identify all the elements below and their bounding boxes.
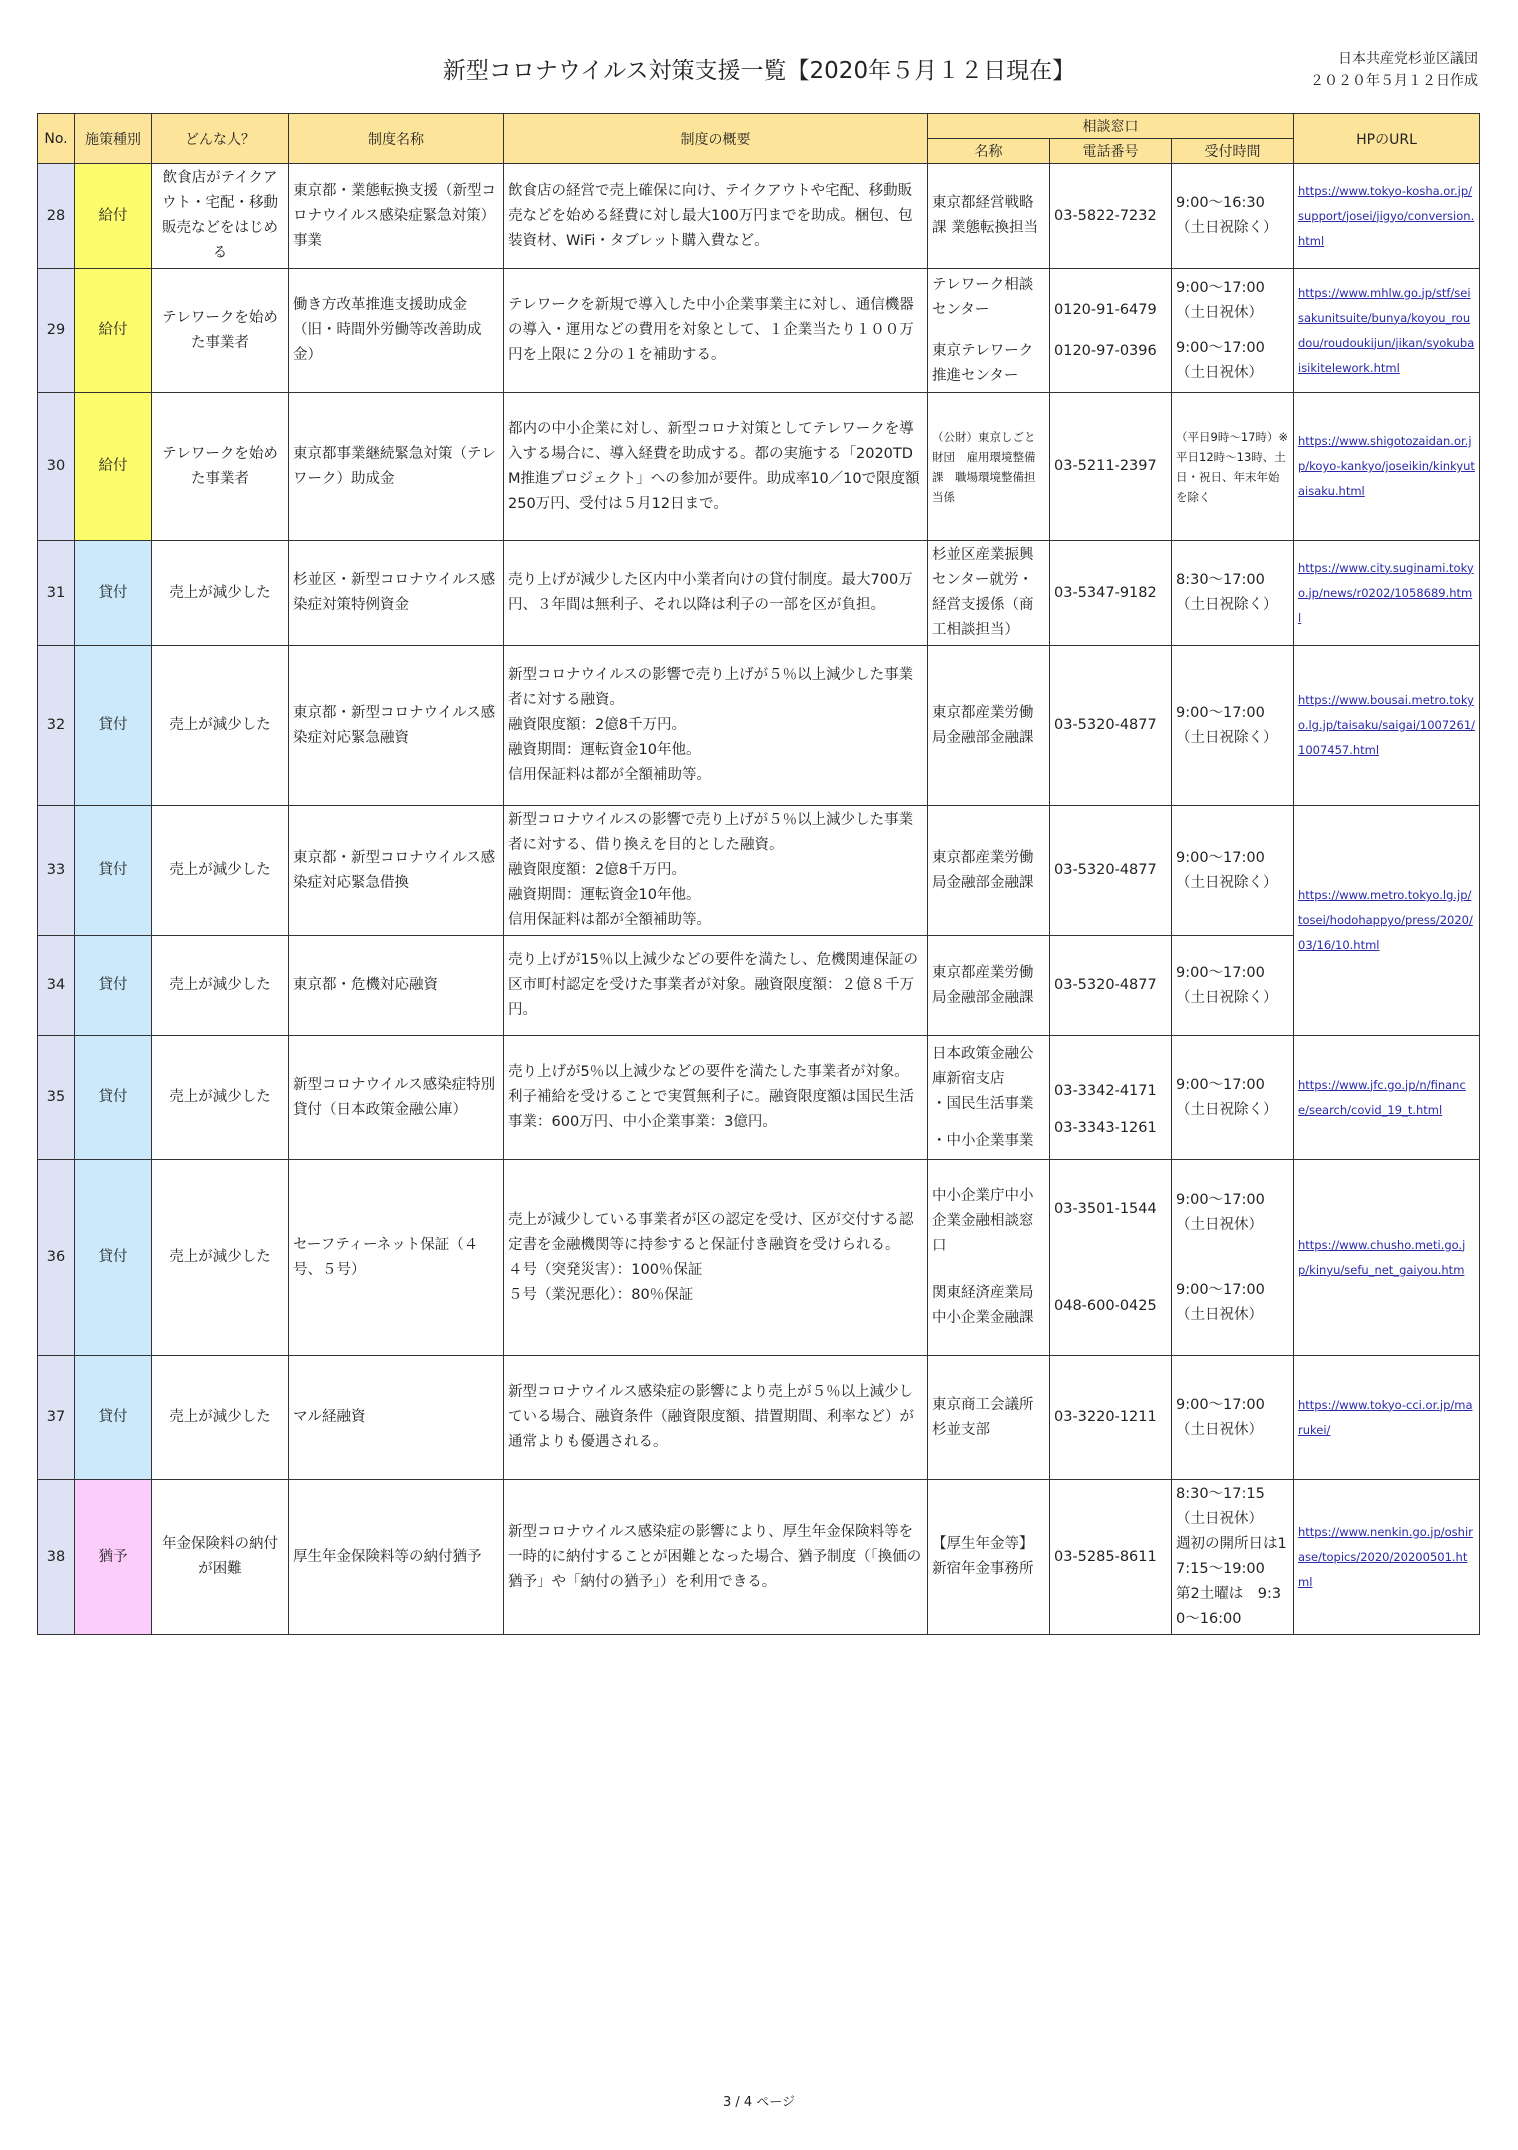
homepage-link[interactable]: https://www.tokyo-kosha.or.jp/support/josei/jigyo/conversion.html bbox=[1298, 183, 1475, 248]
page-number: 3 / 4 ページ bbox=[722, 2095, 796, 2110]
creation-date: ２０２０年５月１２日作成 bbox=[1310, 73, 1478, 89]
program-name: 厚生年金保険料等の納付猶予 bbox=[289, 1480, 504, 1635]
phone-number: 03-5347-9182 bbox=[1050, 541, 1172, 646]
summary-line: 融資限度額：2億8千万円。 bbox=[508, 862, 686, 878]
phone-number: 03-5320-4877 bbox=[1050, 936, 1172, 1036]
phone-number: 03-5320-4877 bbox=[1050, 806, 1172, 936]
contact-name: 東京都産業労働局金融部金融課 bbox=[928, 936, 1050, 1036]
phone-line: 03-3343-1261 bbox=[1054, 1120, 1157, 1136]
summary-line: 新型コロナウイルスの影響で売り上げが５％以上減少した事業者に対する融資。 bbox=[508, 667, 914, 708]
program-name: マル経融資 bbox=[289, 1356, 504, 1480]
hours-line: 第2土曜は 9:30～16:00 bbox=[1176, 1586, 1282, 1627]
support-table bbox=[37, 113, 1480, 1635]
phone-number bbox=[1050, 269, 1172, 393]
program-name: 東京都・新型コロナウイルス感染症対応緊急融資 bbox=[289, 646, 504, 806]
target-cell: 売上が減少した bbox=[152, 936, 289, 1036]
target-cell: 売上が減少した bbox=[152, 541, 289, 646]
table-row bbox=[38, 541, 1480, 646]
row-no: 35 bbox=[38, 1036, 75, 1160]
contact-name-line: 新宿年金事務所 bbox=[932, 1561, 1034, 1577]
target-cell: 売上が減少した bbox=[152, 1356, 289, 1480]
table-row bbox=[38, 1036, 1480, 1160]
header-phone: 電話番号 bbox=[1050, 139, 1172, 164]
target-cell: 売上が減少した bbox=[152, 806, 289, 936]
table-row bbox=[38, 1160, 1480, 1356]
contact-name-line: 【厚生年金等】 bbox=[932, 1536, 1034, 1552]
office-hours bbox=[1172, 1160, 1294, 1356]
row-no: 31 bbox=[38, 541, 75, 646]
row-no: 29 bbox=[38, 269, 75, 393]
homepage-link[interactable]: https://www.bousai.metro.tokyo.lg.jp/taisaku/saigai/1007261/1007457.html bbox=[1298, 693, 1476, 757]
target-cell: 売上が減少した bbox=[152, 1036, 289, 1160]
contact-name-line: ・中小企業事業 bbox=[932, 1132, 1034, 1149]
program-name: 働き方改革推進支援助成金（旧・時間外労働等改善助成金） bbox=[289, 269, 504, 393]
organization-info bbox=[1310, 48, 1478, 92]
homepage-link[interactable]: https://www.city.suginami.tokyo.jp/news/r0202/1058689.html bbox=[1298, 560, 1474, 625]
contact-name-line: 東京テレワーク推進センター bbox=[932, 342, 1034, 384]
contact-name-line: テレワーク相談センター bbox=[932, 276, 1034, 318]
category-cell: 貸付 bbox=[75, 646, 152, 806]
target-cell: 売上が減少した bbox=[152, 646, 289, 806]
category-cell: 貸付 bbox=[75, 1036, 152, 1160]
row-no: 37 bbox=[38, 1356, 75, 1480]
target-cell: 売上が減少した bbox=[152, 1160, 289, 1356]
category-cell: 給付 bbox=[75, 269, 152, 393]
summary-line: 信用保証料は都が全額補助等。 bbox=[508, 912, 711, 928]
table-row bbox=[38, 1356, 1480, 1480]
program-name: セーフティーネット保証（４号、５号） bbox=[289, 1160, 504, 1356]
contact-name-line: 関東経済産業局中小企業金融課 bbox=[932, 1285, 1034, 1326]
contact-name: 東京都産業労働局金融部金融課 bbox=[928, 646, 1050, 806]
contact-name bbox=[928, 1036, 1050, 1160]
table-row bbox=[38, 936, 1480, 1036]
row-no: 32 bbox=[38, 646, 75, 806]
header-who: どんな人？ bbox=[152, 114, 289, 164]
office-hours: 8:30～17:00（土日祝除く） bbox=[1172, 541, 1294, 646]
category-cell: 貸付 bbox=[75, 936, 152, 1036]
program-summary: 新型コロナウイルス感染症の影響により売上が５％以上減少している場合、融資条件（融資限度額、措置期間、利率など）が通常よりも優遇される。 bbox=[504, 1356, 928, 1480]
program-summary bbox=[504, 806, 928, 936]
header-url: HPのURL bbox=[1294, 114, 1480, 164]
header-category: 施策種別 bbox=[75, 114, 152, 164]
program-summary: 売り上げが15％以上減少などの要件を満たし、危機関連保証の区市町村認定を受けた事業者が対象。融資限度額：２億８千万円。 bbox=[504, 936, 928, 1036]
summary-line: ５号（業況悪化）：80％保証 bbox=[508, 1286, 694, 1303]
category-cell: 貸付 bbox=[75, 541, 152, 646]
table-row bbox=[38, 164, 1480, 269]
target-cell: テレワークを始めた事業者 bbox=[152, 393, 289, 541]
header-contact-name: 名称 bbox=[928, 139, 1050, 164]
homepage-link[interactable]: https://www.chusho.meti.go.jp/kinyu/sefu_net_gaiyou.htm bbox=[1298, 1237, 1466, 1277]
target-cell: テレワークを始めた事業者 bbox=[152, 269, 289, 393]
contact-name: （公財）東京しごと財団 雇用環境整備課 職場環境整備担当係 bbox=[928, 393, 1050, 541]
office-hours bbox=[1172, 269, 1294, 393]
hours-line: 9:00～17:00（土日祝休） bbox=[1176, 1191, 1265, 1233]
page-title: 新型コロナウイルス対策支援一覧【2020年５月１２日現在】 bbox=[442, 58, 1076, 84]
program-summary: 新型コロナウイルス感染症の影響により、厚生年金保険料等を一時的に納付することが困難となった場合、猶予制度（「換価の猶予」や「納付の猶予」）を利用できる。 bbox=[504, 1480, 928, 1635]
summary-line: 融資期間：運転資金10年他。 bbox=[508, 887, 701, 903]
homepage-link[interactable]: https://www.jfc.go.jp/n/finance/search/covid_19_t.html bbox=[1298, 1077, 1466, 1117]
org-name: 日本共産党杉並区議団 bbox=[1338, 51, 1478, 67]
row-no: 28 bbox=[38, 164, 75, 269]
homepage-link[interactable]: https://www.shigotozaidan.or.jp/koyo-kankyo/joseikin/kinkyutaisaku.html bbox=[1298, 434, 1475, 498]
phone-number: 03-5211-2397 bbox=[1050, 393, 1172, 541]
phone-line: 0120-91-6479 bbox=[1054, 301, 1157, 318]
contact-name-line: 日本政策金融公庫新宿支店 bbox=[932, 1045, 1034, 1087]
program-summary: 売り上げが減少した区内中小業者向けの貸付制度。最大700万円、３年間は無利子、それ以降は利子の一部を区が負担。 bbox=[504, 541, 928, 646]
program-summary bbox=[504, 1160, 928, 1356]
header-no: No. bbox=[38, 114, 75, 164]
hours-line: 9:00～17:00（土日祝休） bbox=[1176, 339, 1265, 381]
summary-line: 新型コロナウイルスの影響で売り上げが５％以上減少した事業者に対する、借り換えを目的とした融資。 bbox=[508, 812, 914, 853]
program-name: 新型コロナウイルス感染症特別貸付（日本政策金融公庫） bbox=[289, 1036, 504, 1160]
table-row bbox=[38, 806, 1480, 936]
table-row bbox=[38, 1480, 1480, 1635]
summary-line: 融資期間：運転資金10年他。 bbox=[508, 742, 701, 758]
office-hours: 9:00～17:00（土日祝除く） bbox=[1172, 936, 1294, 1036]
phone-number: 03-5285-8611 bbox=[1050, 1480, 1172, 1635]
contact-name bbox=[928, 1160, 1050, 1356]
summary-line: 売上が減少している事業者が区の認定を受け、区が交付する認定書を金融機関等に持参すると保証付き融資を受けられる。 bbox=[508, 1211, 914, 1253]
phone-number bbox=[1050, 1160, 1172, 1356]
office-hours: 9:00～17:00（土日祝除く） bbox=[1172, 646, 1294, 806]
row-no: 36 bbox=[38, 1160, 75, 1356]
hours-line: 8:30～17:15 bbox=[1176, 1486, 1265, 1502]
contact-name: 東京都経営戦略課 業態転換担当 bbox=[928, 164, 1050, 269]
phone-line: 0120-97-0396 bbox=[1054, 342, 1157, 359]
category-cell: 貸付 bbox=[75, 1160, 152, 1356]
homepage-link[interactable]: https://www.nenkin.go.jp/oshirase/topics/2020/20200501.html bbox=[1298, 1524, 1473, 1589]
phone-line: 03-3342-4171 bbox=[1054, 1083, 1157, 1099]
program-name: 杉並区・新型コロナウイルス感染症対策特例資金 bbox=[289, 541, 504, 646]
hours-line: 9:00～17:00（土日祝休） bbox=[1176, 1281, 1265, 1323]
program-summary: 売り上げが5％以上減少などの要件を満たした事業者が対象。利子補給を受けることで実質無利子に。融資限度額は国民生活事業：600万円、中小企業事業：3億円。 bbox=[504, 1036, 928, 1160]
row-no: 34 bbox=[38, 936, 75, 1036]
hours-line: 9:00～17:00（土日祝休） bbox=[1176, 279, 1265, 321]
header-name: 制度名称 bbox=[289, 114, 504, 164]
contact-name-line: ・国民生活事業 bbox=[932, 1095, 1034, 1112]
row-no: 33 bbox=[38, 806, 75, 936]
program-name: 東京都・危機対応融資 bbox=[289, 936, 504, 1036]
phone-number bbox=[1050, 1036, 1172, 1160]
header-hours: 受付時間 bbox=[1172, 139, 1294, 164]
header-contact: 相談窓口 bbox=[928, 114, 1294, 139]
phone-line: 048-600-0425 bbox=[1054, 1297, 1157, 1314]
program-summary: 飲食店の経営で売上確保に向け、テイクアウトや宅配、移動販売などを始める経費に対し最大100万円までを助成。梱包、包装資材、WiFi・タブレット購入費など。 bbox=[504, 164, 928, 269]
table-row bbox=[38, 269, 1480, 393]
summary-line: 融資限度額：2億8千万円。 bbox=[508, 717, 686, 733]
office-hours: 9:00～17:00（土日祝休） bbox=[1172, 1356, 1294, 1480]
phone-number: 03-5822-7232 bbox=[1050, 164, 1172, 269]
category-cell: 給付 bbox=[75, 393, 152, 541]
table-row bbox=[38, 646, 1480, 806]
summary-line: ４号（突発災害）：100％保証 bbox=[508, 1261, 703, 1278]
contact-name: 東京都産業労働局金融部金融課 bbox=[928, 806, 1050, 936]
hours-line: 週初の開所日は17:15～19:00 bbox=[1176, 1536, 1287, 1577]
office-hours: 9:00～16:30（土日祝除く） bbox=[1172, 164, 1294, 269]
target-cell: 年金保険料の納付が困難 bbox=[152, 1480, 289, 1635]
office-hours: 9:00～17:00（土日祝除く） bbox=[1172, 806, 1294, 936]
program-summary: テレワークを新規で導入した中小企業事業主に対し、通信機器の導入・運用などの費用を対象として、１企業当たり１００万円を上限に２分の１を補助する。 bbox=[504, 269, 928, 393]
office-hours: 9:00～17:00（土日祝除く） bbox=[1172, 1036, 1294, 1160]
program-name: 東京都事業継続緊急対策（テレワーク）助成金 bbox=[289, 393, 504, 541]
target-cell: 飲食店がテイクアウト・宅配・移動販売などをはじめる bbox=[152, 164, 289, 269]
contact-name: 東京商工会議所杉並支部 bbox=[928, 1356, 1050, 1480]
program-summary bbox=[504, 646, 928, 806]
category-cell: 貸付 bbox=[75, 1356, 152, 1480]
contact-name bbox=[928, 269, 1050, 393]
category-cell: 給付 bbox=[75, 164, 152, 269]
phone-number: 03-3220-1211 bbox=[1050, 1356, 1172, 1480]
hours-line: （土日祝休） bbox=[1176, 1511, 1263, 1527]
office-hours: （平日9時～17時）※平日12時～13時、土日・祝日、年末年始を除く bbox=[1172, 393, 1294, 541]
office-hours bbox=[1172, 1480, 1294, 1635]
table-row bbox=[38, 393, 1480, 541]
homepage-link[interactable]: https://www.tokyo-cci.or.jp/marukei/ bbox=[1298, 1397, 1473, 1437]
homepage-link[interactable]: https://www.metro.tokyo.lg.jp/tosei/hodohappyo/press/2020/03/16/10.html bbox=[1298, 888, 1473, 952]
contact-name: 杉並区産業振興センター就労・経営支援係（商工相談担当） bbox=[928, 541, 1050, 646]
row-no: 30 bbox=[38, 393, 75, 541]
program-name: 東京都・業態転換支援（新型コロナウイルス感染症緊急対策）事業 bbox=[289, 164, 504, 269]
contact-name-line: 中小企業庁中小企業金融相談窓口 bbox=[932, 1188, 1034, 1254]
homepage-link[interactable]: https://www.mhlw.go.jp/stf/seisakunitsuite/bunya/koyou_roudou/roudoukijun/jikan/syokubaisikitelework.html bbox=[1298, 285, 1475, 375]
category-cell: 貸付 bbox=[75, 806, 152, 936]
header-summary: 制度の概要 bbox=[504, 114, 928, 164]
row-no: 38 bbox=[38, 1480, 75, 1635]
summary-line: 信用保証料は都が全額補助等。 bbox=[508, 767, 711, 783]
contact-name bbox=[928, 1480, 1050, 1635]
program-name: 東京都・新型コロナウイルス感染症対応緊急借換 bbox=[289, 806, 504, 936]
phone-number: 03-5320-4877 bbox=[1050, 646, 1172, 806]
phone-line: 03-3501-1544 bbox=[1054, 1200, 1157, 1217]
program-summary: 都内の中小企業に対し、新型コロナ対策としてテレワークを導入する場合に、導入経費を助成する。都の実施する「2020TDM推進プロジェクト」への参加が要件。助成率10／10で限度額250万円、受付は５月12日まで。 bbox=[504, 393, 928, 541]
category-cell: 猶予 bbox=[75, 1480, 152, 1635]
